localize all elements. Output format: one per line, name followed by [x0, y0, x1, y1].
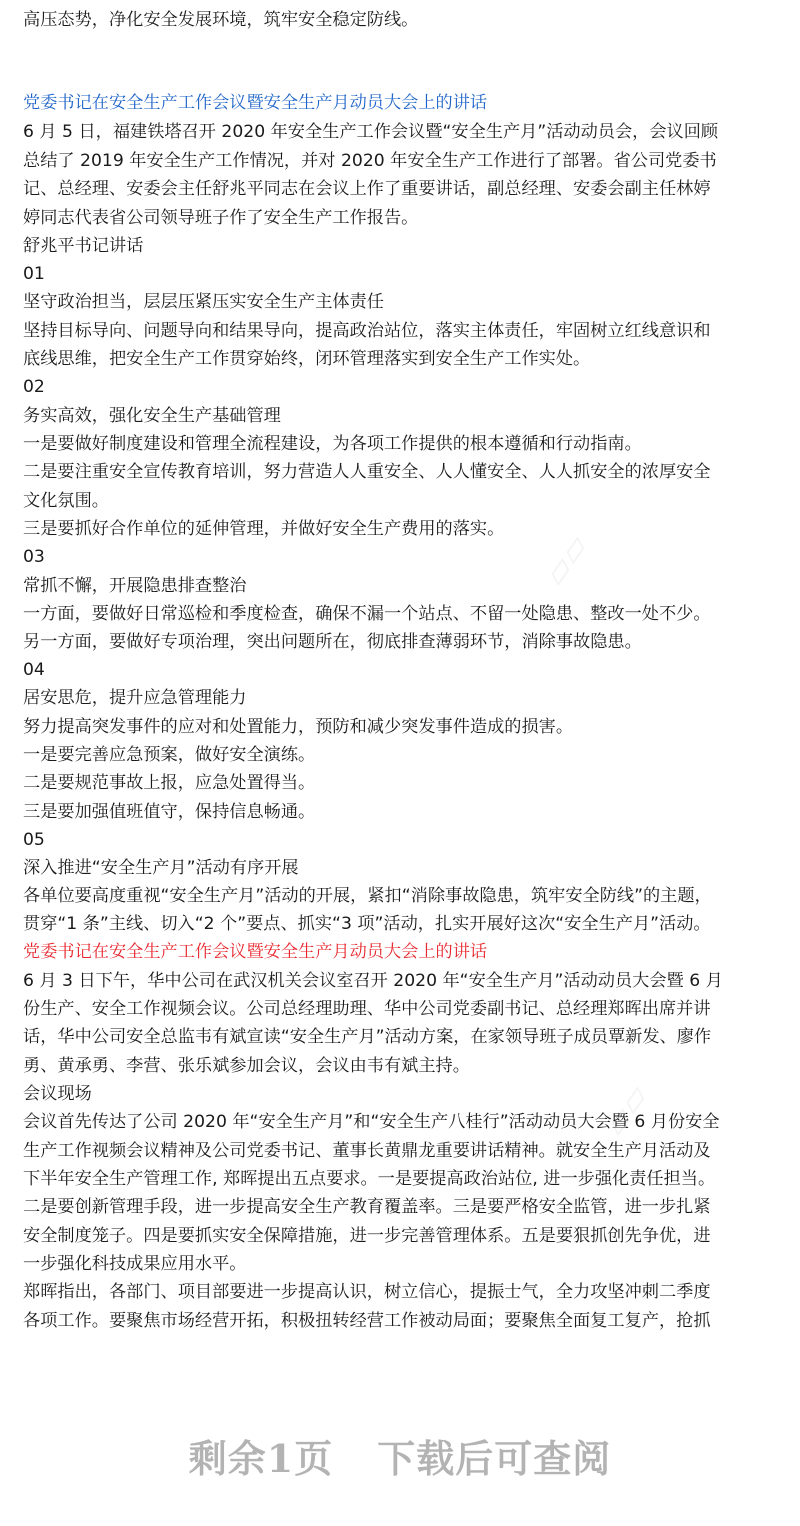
paragraph-line: 总结了 2019 年安全生产工作情况，并对 2020 年安全生产工作进行了部署。省公司党委书: [23, 151, 717, 171]
paragraph-line: 份生产、安全工作视频会议。公司总经理助理、华中公司党委副书记、总经理郑晖出席并讲: [23, 999, 711, 1019]
paragraph-line: 高压态势，净化安全发展环境，筑牢安全稳定防线。: [23, 10, 419, 30]
paragraph-line: 生产工作视频会议精神及公司党委书记、董事长黄鼎龙重要讲话精神。就安全生产月活动及: [23, 1141, 711, 1161]
paragraph-line: 一是要做好制度建设和管理全流程建设，为各项工作提供的根本遵循和行动指南。: [23, 434, 642, 454]
section-number: 05: [23, 830, 45, 850]
paragraph-line: 一是要完善应急预案，做好安全演练。: [23, 745, 316, 765]
paragraph-line: 下半年安全生产管理工作, 郑晖提出五点要求。一是要提高政治站位, 进一步强化责任担当。: [23, 1169, 716, 1189]
paragraph-line: 三是要抓好合作单位的延伸管理，并做好安全生产费用的落实。: [23, 519, 505, 539]
paragraph-line: 努力提高突发事件的应对和处置能力，预防和减少突发事件造成的损害。: [23, 717, 574, 737]
paragraph-line: 6 月 3 日下午，华中公司在武汉机关会议室召开 2020 年“安全生产月”活动动员大会暨 6 月: [23, 971, 723, 991]
section-number: 02: [23, 377, 45, 397]
paragraph-line: 底线思维，把安全生产工作贯穿始终，闭环管理落实到安全生产工作实处。: [23, 349, 591, 369]
paragraph-line: 贯穿“1 条”主线、切入“2 个”要点、抓实“3 项”活动，扎实开展好这次“安全生产月”活动。: [23, 914, 711, 934]
paragraph-line: 勇、黄承勇、李营、张乐斌参加会议，会议由韦有斌主持。: [23, 1056, 470, 1076]
paragraph-line: 坚持目标导向、问题导向和结果导向，提高政治站位，落实主体责任，牢固树立红线意识和: [23, 321, 711, 341]
section-number: 04: [23, 660, 45, 680]
paragraph-line: 二是要创新管理手段，进一步提高安全生产教育覆盖率。三是要严格安全监管，进一步扎紧: [23, 1197, 711, 1217]
paragraph-line: 文化氛围。: [23, 491, 109, 511]
download-prompt[interactable]: [0, 1428, 800, 1483]
section-title: 坚守政治担当，层层压紧压实安全生产主体责任: [23, 292, 384, 312]
subheading: 舒兆平书记讲话: [23, 236, 144, 256]
paragraph-line: 记、总经理、安委会主任舒兆平同志在会议上作了重要讲话，副总经理、安委会副主任林婷: [23, 179, 711, 199]
section-title: 居安思危，提升应急管理能力: [23, 688, 247, 708]
section-heading-blue: 党委书记在安全生产工作会议暨安全生产月动员大会上的讲话: [23, 93, 488, 113]
section-number: 01: [23, 264, 45, 284]
section-title: 深入推进“安全生产月”活动有序开展: [23, 858, 299, 878]
section-number: 03: [23, 547, 45, 567]
paragraph-line: 二是要注重安全宣传教育培训，努力营造人人重安全、人人懂安全、人人抓安全的浓厚安全: [23, 462, 711, 482]
paragraph-line: 二是要规范事故上报，应急处置得当。: [23, 773, 316, 793]
paragraph-line: 6 月 5 日，福建铁塔召开 2020 年安全生产工作会议暨“安全生产月”活动动员会，会议回顾: [23, 122, 719, 142]
paragraph-line: 婷同志代表省公司领导班子作了安全生产工作报告。: [23, 208, 419, 228]
section-title: 务实高效，强化安全生产基础管理: [23, 406, 281, 426]
paragraph-line: 各项工作。要聚焦市场经营开拓，积极扭转经营工作被动局面；要聚焦全面复工复产，抢抓: [23, 1311, 711, 1331]
subheading: 会议现场: [23, 1084, 92, 1104]
download-to-view-label: 下载后可查阅: [377, 1436, 612, 1481]
paragraph-line: 一步强化科技成果应用水平。: [23, 1254, 247, 1274]
remaining-pages-label: 剩余1页: [188, 1436, 334, 1481]
paragraph-line: 会议首先传达了公司 2020 年“安全生产月”和“安全生产八桂行”活动动员大会暨 6 月份安全: [23, 1112, 720, 1132]
paragraph-line: 安全制度笼子。四是要抓实安全保障措施，进一步完善管理体系。五是要狠抓创先争优，进: [23, 1226, 711, 1246]
section-title: 常抓不懈，开展隐患排查整治: [23, 576, 247, 596]
paragraph-line: 各单位要高度重视“安全生产月”活动的开展，紧扣“消除事故隐患，筑牢安全防线”的主题，: [23, 886, 712, 906]
paragraph-line: 另一方面，要做好专项治理，突出问题所在，彻底排查薄弱环节，消除事故隐患。: [23, 632, 642, 652]
paragraph-line: 三是要加强值班值守，保持信息畅通。: [23, 802, 316, 822]
section-heading-red: 党委书记在安全生产工作会议暨安全生产月动员大会上的讲话: [23, 942, 488, 962]
paragraph-line: 话，华中公司安全总监韦有斌宣读“安全生产月”活动方案，在家领导班子成员覃新发、廖作: [23, 1027, 712, 1047]
paragraph-line: 一方面，要做好日常巡检和季度检查，确保不漏一个站点、不留一处隐患、整改一处不少。: [23, 604, 711, 624]
paragraph-line: 郑晖指出，各部门、项目部要进一步提高认识，树立信心，提振士气，全力攻坚冲刺二季度: [23, 1282, 711, 1302]
